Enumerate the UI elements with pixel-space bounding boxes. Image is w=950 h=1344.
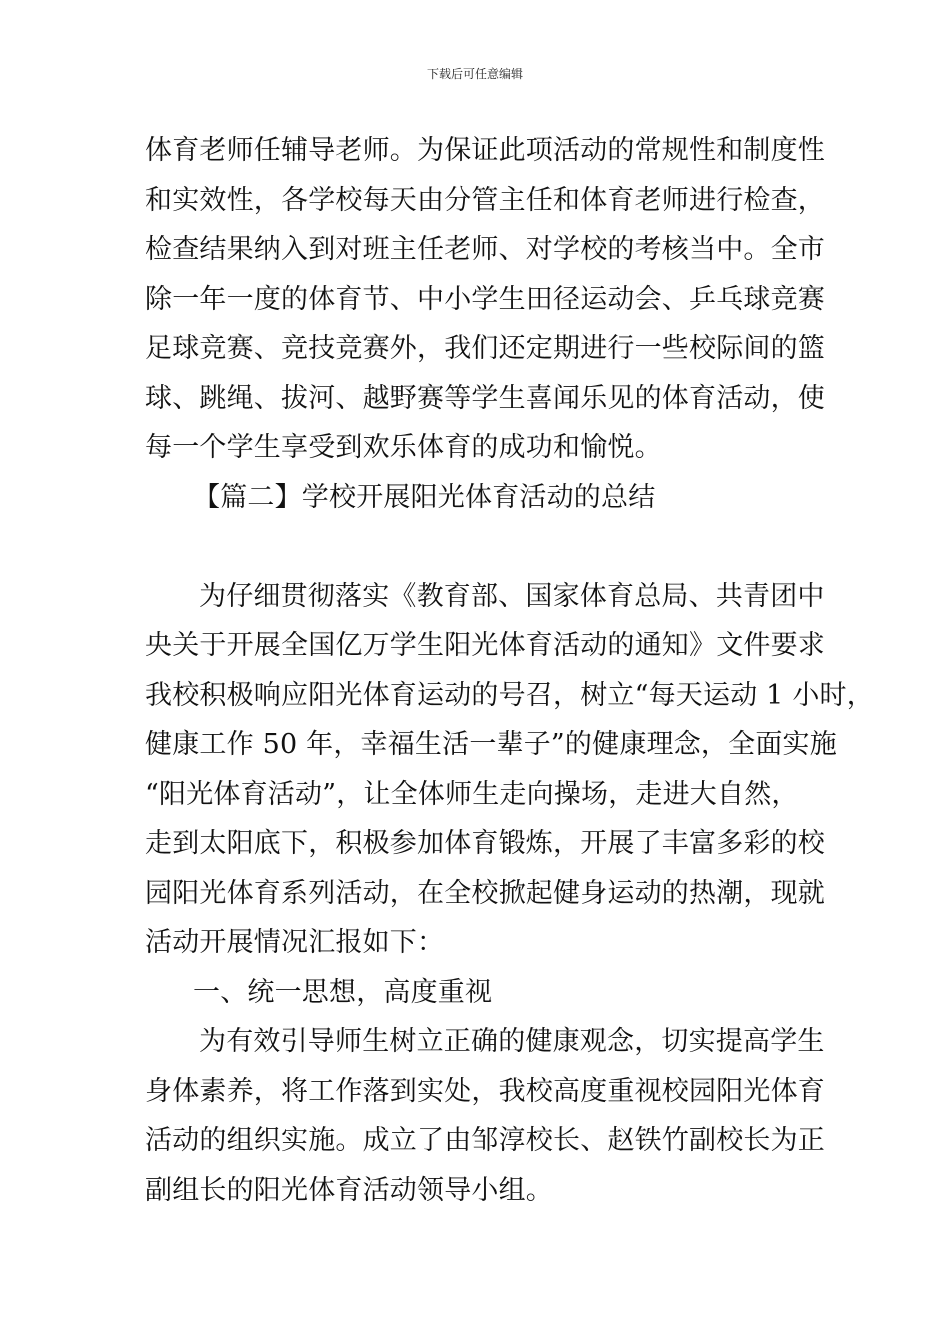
text-line: 每一个学生享受到欢乐体育的成功和愉悦。 [145, 432, 662, 463]
text-line: 和实效性，各学校每天由分管主任和体育老师进行检查， [145, 184, 825, 216]
text-line: 为仔细贯彻落实《教育部、国家体育总局、共青团中 [199, 580, 825, 612]
text-line: 为有效引导师生树立正确的健康观念，切实提高学生 [199, 1026, 825, 1057]
text-line: 活动的组织实施。成立了由邹淳校长、赵铁竹副校长为正 [145, 1125, 825, 1156]
text-line: 园阳光体育系列活动，在全校掀起健身运动的热潮，现就 [145, 877, 825, 909]
text-line: 检查结果纳入到对班主任老师、对学校的考核当中。全市 [145, 234, 825, 265]
document-body [145, 126, 874, 1215]
text-line: 活动开展情况汇报如下： [145, 927, 445, 958]
paragraph-3 [145, 1017, 835, 1215]
blank-line [145, 522, 835, 572]
section-heading: 【篇二】学校开展阳光体育活动的总结 [193, 481, 656, 513]
text-line: 球、跳绳、拔河、越野赛等学生喜闻乐见的体育活动，使 [145, 382, 825, 414]
text-line: 身体素养，将工作落到实处，我校高度重视校园阳光体育 [145, 1075, 825, 1107]
subsection-heading: 一、统一思想，高度重视 [193, 976, 493, 1008]
text-line: 足球竞赛、竞技竞赛外，我们还定期进行一些校际间的篮 [145, 333, 825, 364]
text-line: 体育老师任辅导老师。为保证此项活动的常规性和制度性 [145, 135, 825, 166]
text-line: 副组长的阳光体育活动领导小组。 [145, 1174, 553, 1206]
text-line: “阳光体育活动”，让全体师生走向操场，走进大自然， [145, 778, 799, 810]
paragraph-1 [145, 126, 835, 473]
text-line: 我校积极响应阳光体育运动的号召，树立“每天运动 1 小时， [145, 679, 874, 711]
paragraph-2 [145, 572, 874, 968]
text-line: 健康工作 50 年，幸福生活一辈子”的健康理念，全面实施 [145, 729, 837, 760]
text-line: 除一年一度的体育节、中小学生田径运动会、乒乓球竞赛 [145, 283, 825, 315]
text-line: 走到太阳底下，积极参加体育锻炼，开展了丰富多彩的校 [145, 828, 825, 859]
text-line: 央关于开展全国亿万学生阳光体育活动的通知》文件要求 [145, 630, 825, 661]
page-header-note: 下载后可任意编辑 [426, 67, 523, 81]
